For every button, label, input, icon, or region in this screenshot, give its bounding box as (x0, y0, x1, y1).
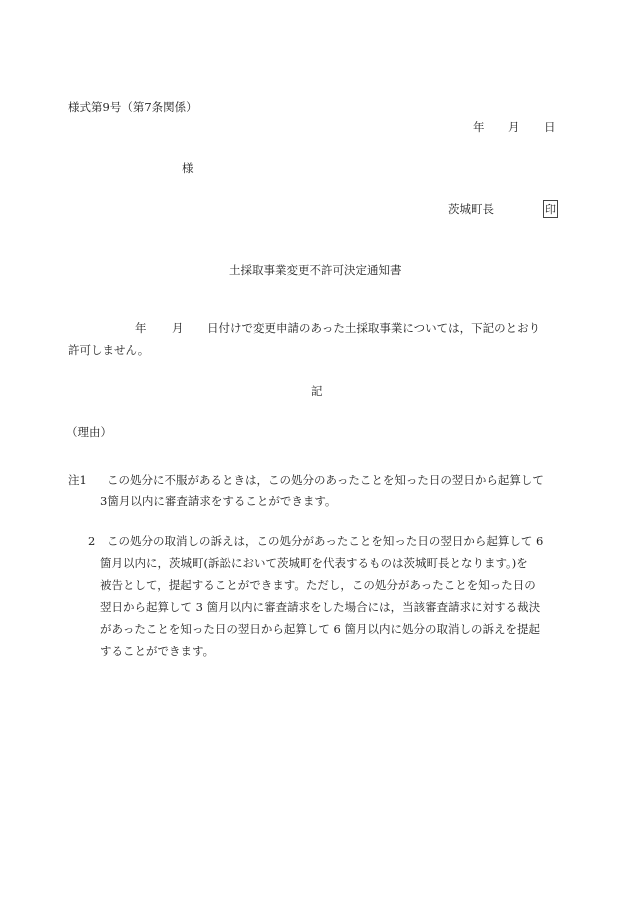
note2-line: 箇月以内に，茨城町(訴訟において茨城町を代表するものは茨城町長となります。)を (100, 556, 528, 570)
note1-line: 3箇月以内に審査請求をすることができます。 (100, 494, 337, 508)
note2-line: この処分の取消しの訴えは，この処分があったことを知った日の翌日から起算して 6 (107, 534, 544, 548)
note2-line: があったことを知った日の翌日から起算して 6 箇月以内に処分の取消しの訴えを提起 (100, 622, 541, 636)
seal-stamp-icon: 印 (543, 200, 558, 218)
date-year-label: 年 (473, 120, 485, 134)
note2-label: 2 (88, 534, 96, 548)
ki-heading: 記 (311, 384, 323, 398)
note2-line: することができます。 (100, 644, 215, 658)
note2-line: 被告として，提起することができます。ただし，この処分があったことを知った日の (100, 578, 536, 592)
reason-label: （理由） (66, 425, 112, 439)
body-text-line1: 日付けで変更申請のあった土採取事業については，下記のとおり (207, 321, 541, 335)
body-month-label: 月 (172, 321, 184, 335)
form-number: 様式第9号（第7条関係） (68, 100, 198, 114)
note2-line: 翌日から起算して 3 箇月以内に審査請求をした場合には，当該審査請求に対する裁決 (100, 600, 541, 614)
document-title: 土採取事業変更不許可決定通知書 (229, 263, 402, 277)
date-month-label: 月 (508, 120, 520, 134)
body-text-line2: 許可しません。 (68, 343, 150, 357)
addressee-suffix: 様 (182, 161, 194, 175)
note1-label: 注1 (68, 473, 87, 487)
body-year-label: 年 (135, 321, 147, 335)
note1-line: この処分に不服があるときは，この処分のあったことを知った日の翌日から起算して (107, 473, 544, 487)
sender-title: 茨城町長 (448, 202, 494, 216)
date-day-label: 日 (544, 120, 556, 134)
